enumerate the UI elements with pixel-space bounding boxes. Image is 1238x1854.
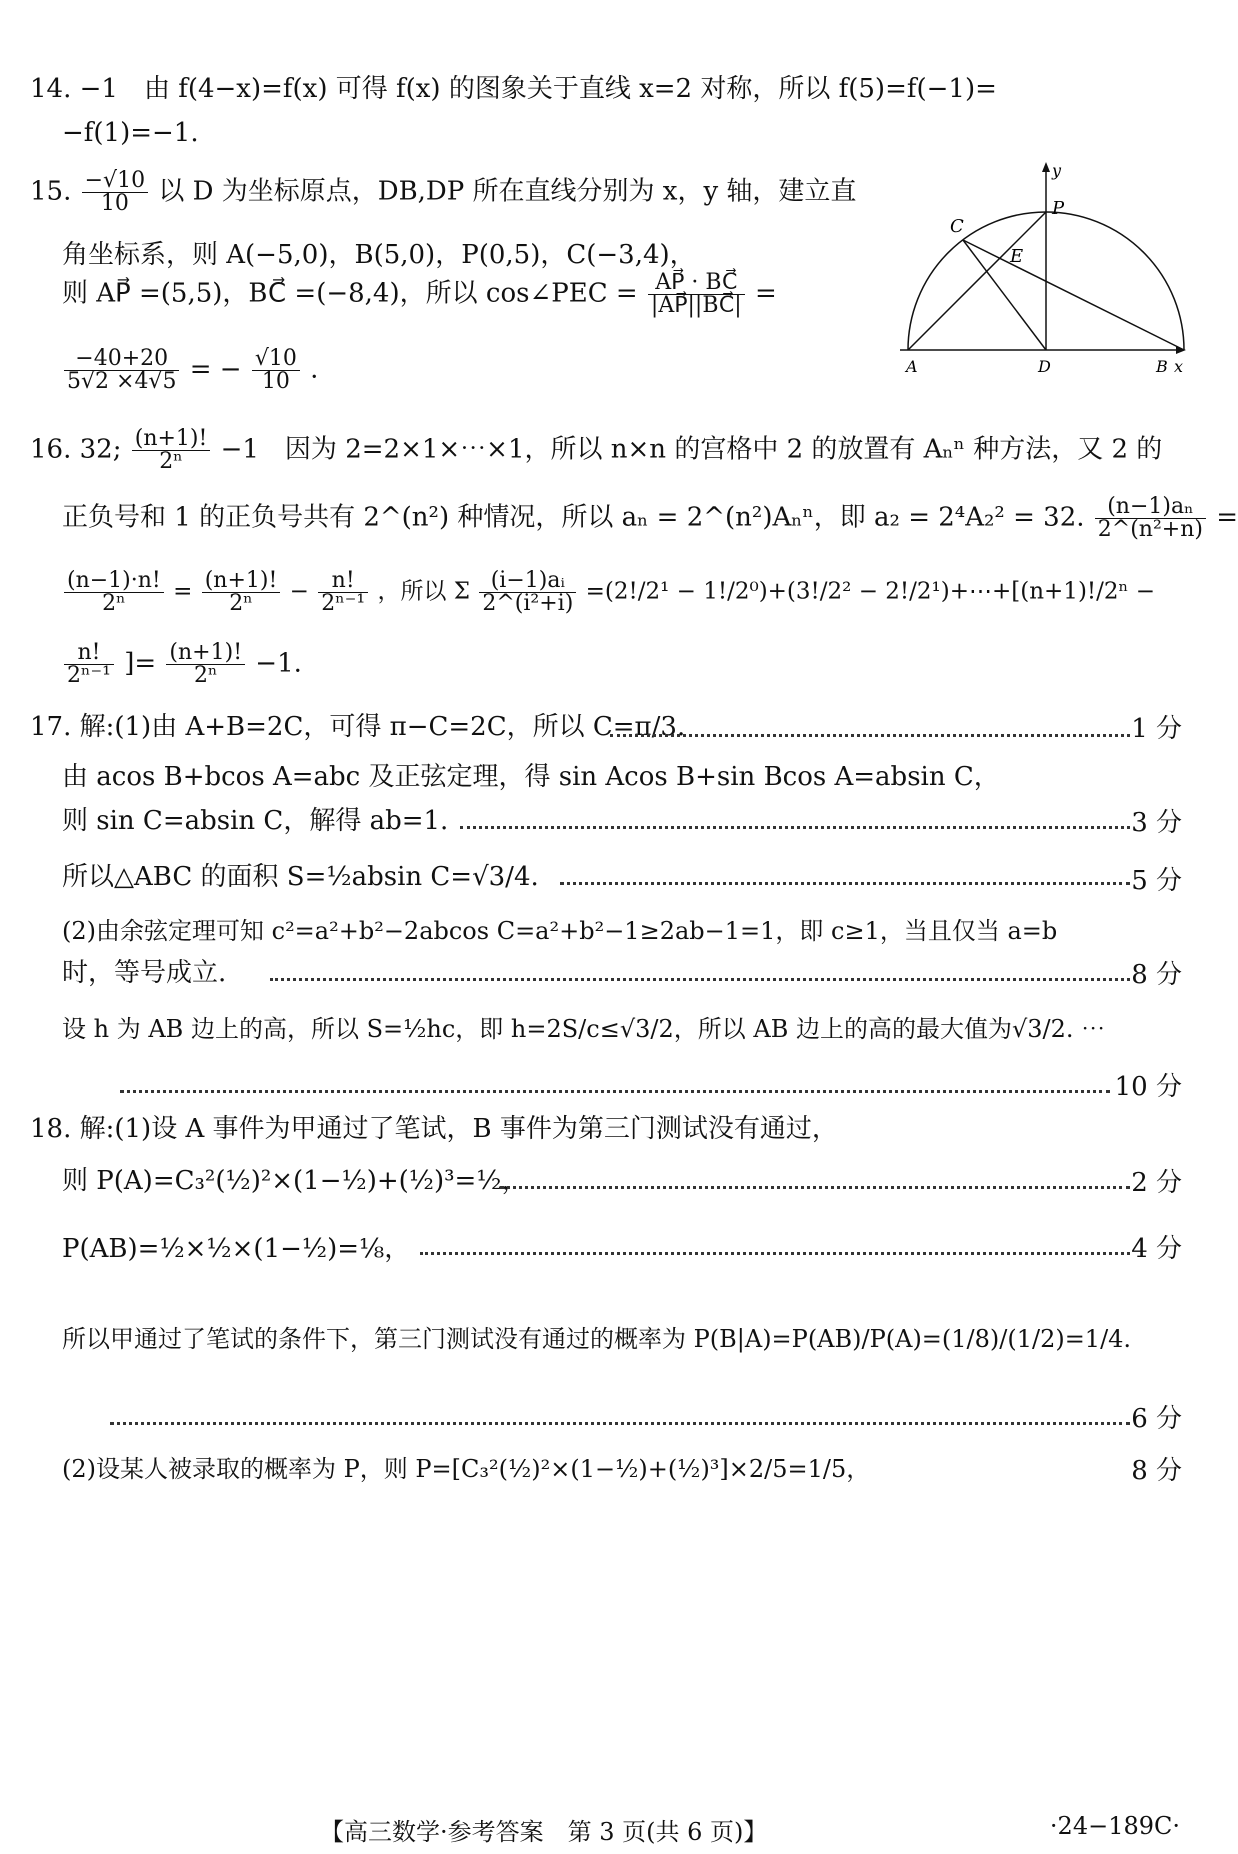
score-2: 2 分 (1131, 1168, 1182, 1198)
label-x: x (1174, 357, 1184, 376)
label-A: A (906, 357, 918, 376)
p17-line1: 17. 解:(1)由 A+B=2C，可得 π−C=2C，所以 C=π/3. (30, 712, 686, 742)
p16-line3: $\frac{(n-1)\cdot n!}{\text{2ⁿ}}$ = $\frac{(n+1)!}{\text{2ⁿ}}$ − $\frac{n!}{\text{2ⁿ⁻¹}}$ ，所以 Σ $\frac{\text{(i−1)aᵢ}}{\text{2\textasciicircum{}(i²+i)}}$ =(2!/2¹ − 1!/2⁰)+(3!/2² − 2!/2¹)+⋯+[(n+1)!/2ⁿ − (62, 570, 1155, 615)
p15-line3: 则 AP⃗ =(5,5)，BC⃗ =(−8,4)，所以 cos∠PEC = $\frac{AP⃗ \cdot BC⃗}{|AP⃗||BC⃗|}$ = (62, 270, 777, 318)
p17-line3: 则 sin C=absin C，解得 ab=1. (62, 806, 449, 836)
p17-line6: 时，等号成立. (62, 958, 227, 988)
p17-line4: 所以△ABC 的面积 S=½absin C=√3/4. (62, 862, 539, 892)
label-E: E (1010, 246, 1024, 267)
dot-leader (500, 1180, 1130, 1189)
p15-line4: $\frac{-40+20}{5√2 \times 4√5}$ = − $\frac{√10}{10}$ . (62, 348, 318, 393)
dot-leader (270, 972, 1130, 981)
p17-line5: (2)由余弦定理可知 c²=a²+b²−2abcos C=a²+b²−1≥2ab−1=1，即 c≥1，当且仅当 a=b (62, 917, 1058, 945)
label-D: D (1038, 357, 1051, 376)
p15-text1: 以 D 为坐标原点，DB,DP 所在直线分别为 x，y 轴，建立直 (158, 176, 857, 207)
score-8b: 8 分 (1131, 1456, 1182, 1486)
segment-AP (908, 212, 1046, 350)
p15-line2: 角坐标系，则 A(−5,0)，B(5,0)，P(0,5)，C(−3,4)， (62, 240, 696, 270)
dot-leader (110, 1416, 1130, 1425)
p15-result-fraction: $\frac{-40+20}{5√2 \times 4√5}$ (64, 348, 179, 393)
p15-answer: $\frac{-√10}{10}$ (82, 170, 148, 215)
semicircle-figure (898, 158, 1190, 378)
footer-code: ·24−189C· (1049, 1812, 1180, 1840)
score-8: 8 分 (1131, 960, 1182, 990)
p18-line3: P(AB)=½×½×(1−½)=⅛， (62, 1234, 411, 1264)
p16-line1: 16. 32; $\frac{(n+1)!}{\text{2ⁿ}}$ −1 因为 2=2×1×⋯×1，所以 n×n 的宫格中 2 的放置有 Aₙⁿ 种方法，又 2 的 (30, 426, 1163, 474)
label-B: B (1156, 357, 1168, 376)
score-1: 1 分 (1131, 714, 1182, 744)
dot-leader (560, 876, 1130, 885)
p14-line2: −f(1)=−1. (62, 118, 199, 148)
dot-leader (120, 1084, 1110, 1093)
label-C: C (950, 216, 964, 237)
p15-result-fraction2: $\frac{√10}{10}$ (252, 348, 300, 393)
p18-line1: 18. 解:(1)设 A 事件为甲通过了笔试，B 事件为第三门测试没有通过， (30, 1114, 838, 1144)
dot-leader (460, 820, 1130, 829)
p18-line5: (2)设某人被录取的概率为 P，则 P=[C₃²(½)²×(1−½)+(½)³]×2/5=1/5， (62, 1455, 871, 1483)
p15-line1 (30, 170, 856, 215)
p14-line1: 14. −1 由 f(4−x)=f(x) 可得 f(x) 的图象关于直线 x=2 对称，所以 f(5)=f(−1)= (30, 74, 997, 104)
footer-page-info: 【高三数学·参考答案 第 3 页(共 6 页)】 (320, 1818, 768, 1846)
p16-line4: $\frac{n!}{\text{2ⁿ⁻¹}}$ ]= $\frac{(n+1)!}{\text{2ⁿ}}$ −1. (62, 642, 302, 687)
score-4: 4 分 (1131, 1234, 1182, 1264)
label-y: y (1052, 161, 1062, 180)
p17-line2: 由 acos B+bcos A=abc 及正弦定理，得 sin Acos B+sin Bcos A=absin C， (62, 762, 1000, 792)
score-6: 6 分 (1131, 1404, 1182, 1434)
p15-cos-fraction: $\frac{AP⃗ \cdot BC⃗}{|AP⃗||BC⃗|}$ (648, 272, 745, 317)
label-P: P (1052, 198, 1065, 219)
p15-number: 15. (30, 176, 72, 207)
p18-line4: 所以甲通过了笔试的条件下，第三门测试没有通过的概率为 P(B|A)=P(AB)/P(A)=(1/8)/(1/2)=1/4. (62, 1325, 1132, 1353)
score-10: 10 分 (1114, 1072, 1182, 1102)
y-arrow (1042, 162, 1050, 172)
score-3: 3 分 (1131, 808, 1182, 838)
p17-line7: 设 h 为 AB 边上的高，所以 S=½hc，即 h=2S/c≤√3/2，所以 AB 边上的高的最大值为√3/2. ⋯ (62, 1015, 1106, 1043)
p18-line2: 则 P(A)=C₃²(½)²×(1−½)+(½)³=½， (62, 1166, 528, 1196)
score-5: 5 分 (1131, 866, 1182, 896)
segment-CD (963, 240, 1046, 350)
p16-line2: 正负号和 1 的正负号共有 2^(n²) 种情况，所以 aₙ = 2^(n²)Aₙⁿ，即 a₂ = 2⁴A₂² = 32. $\frac{\text{(n−1)aₙ}}{\text{2\textasciicircum{}(n²+n)}}$ = (62, 494, 1238, 542)
dot-leader (420, 1246, 1130, 1255)
dot-leader (610, 728, 1130, 737)
segment-CB (963, 240, 1184, 350)
